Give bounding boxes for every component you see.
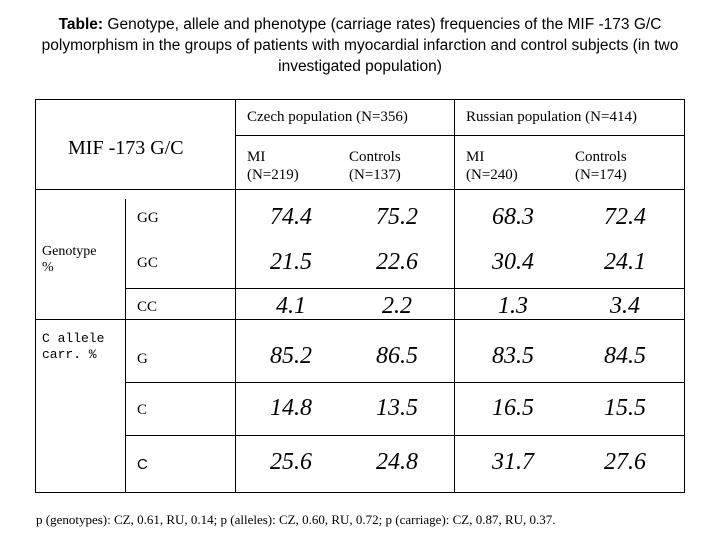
cell-value: 84.5 xyxy=(604,343,646,369)
population-header-russian: Russian population (N=414) xyxy=(466,109,637,125)
cell-value: 4.1 xyxy=(276,293,306,319)
frequency-table xyxy=(35,99,685,493)
row-label-gg: GG xyxy=(137,210,159,226)
grid-line xyxy=(36,189,684,190)
group-header-russian-mi: MI (N=240) xyxy=(466,149,518,183)
caption-prefix: Table: xyxy=(58,16,104,33)
cell-value: 1.3 xyxy=(498,293,528,319)
grid-line xyxy=(125,382,684,383)
grid-line xyxy=(454,100,455,492)
cell-value: 31.7 xyxy=(492,449,534,475)
allele-section-label: C allele carr. % xyxy=(42,331,105,362)
cell-value: 24.8 xyxy=(376,449,418,475)
table-caption xyxy=(20,14,700,77)
caption-text: Genotype, allele and phenotype (carriage rates) frequencies of the MIF -173 G/C polymorphism in the groups of patients with myocardial infarction and control subjects (in two investigated population) xyxy=(41,16,679,75)
population-header-czech: Czech population (N=356) xyxy=(247,109,408,125)
cell-value: 16.5 xyxy=(492,395,534,421)
row-label-g: G xyxy=(137,351,148,367)
cell-value: 15.5 xyxy=(604,395,646,421)
cell-value: 25.6 xyxy=(270,449,312,475)
cell-value: 30.4 xyxy=(492,249,534,275)
cell-value: 3.4 xyxy=(610,293,640,319)
group-header-russian-controls: Controls (N=174) xyxy=(575,149,627,183)
grid-line xyxy=(125,435,684,436)
cell-value: 21.5 xyxy=(270,249,312,275)
p-values-footnote: p (genotypes): CZ, 0.61, RU, 0.14; p (alleles): CZ, 0.60, RU, 0.72; p (carriage): CZ, 0.87, RU, 0.37. xyxy=(36,512,556,527)
cell-value: 14.8 xyxy=(270,395,312,421)
cell-value: 22.6 xyxy=(376,249,418,275)
row-label-cc: CC xyxy=(137,299,158,315)
row-label-c-allele: C xyxy=(137,402,148,418)
grid-line xyxy=(235,135,684,136)
cell-value: 86.5 xyxy=(376,343,418,369)
group-header-czech-mi: MI (N=219) xyxy=(247,149,299,183)
grid-line xyxy=(125,288,684,289)
cell-value: 75.2 xyxy=(376,204,418,230)
cell-value: 74.4 xyxy=(270,204,312,230)
grid-line xyxy=(125,199,126,492)
cell-value: 68.3 xyxy=(492,204,534,230)
cell-value: 13.5 xyxy=(376,395,418,421)
cell-value: 2.2 xyxy=(382,293,412,319)
row-label-c-carriage: C xyxy=(137,456,148,473)
cell-value: 72.4 xyxy=(604,204,646,230)
cell-value: 24.1 xyxy=(604,249,646,275)
corner-label: MIF -173 G/C xyxy=(68,137,184,159)
grid-line xyxy=(235,100,236,492)
row-label-gc: GC xyxy=(137,255,158,271)
cell-value: 85.2 xyxy=(270,343,312,369)
genotype-section-label: Genotype % xyxy=(42,244,97,275)
group-header-czech-controls: Controls (N=137) xyxy=(349,149,401,183)
cell-value: 83.5 xyxy=(492,343,534,369)
cell-value: 27.6 xyxy=(604,449,646,475)
